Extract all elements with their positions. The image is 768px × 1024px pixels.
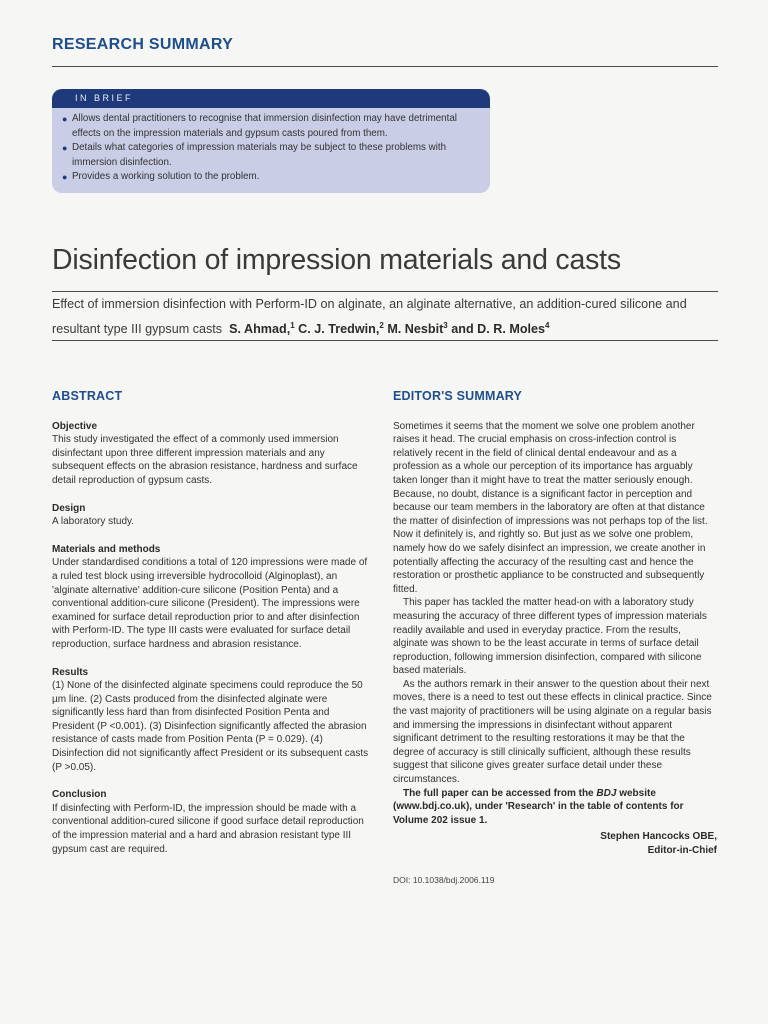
top-divider bbox=[52, 66, 718, 67]
conclusion-section: Conclusion If disinfecting with Perform-ID, the impression should be made with a conventional addition-cured silicone if good surface detail reproduction of the impression material and a hard and abrasion resistant type III gypsum cast are required. bbox=[52, 789, 364, 855]
article-title: Disinfection of impression materials and casts bbox=[52, 244, 621, 276]
full-paper-note: The full paper can be accessed from the BDJ website (www.bdj.co.uk), under 'Research' in the table of contents for Volume 202 issue 1. bbox=[393, 787, 684, 826]
doi-text: DOI: 10.1038/bdj.2006.119 bbox=[393, 874, 495, 885]
bullet-icon: ● bbox=[62, 172, 68, 182]
editors-summary-column bbox=[393, 390, 717, 887]
in-brief-list bbox=[52, 108, 490, 185]
author-list: S. Ahmad,$^1$ C. J. Tredwin,$^2$ M. Nesbit$^3$ and D. R. Moles$^4$ bbox=[229, 321, 550, 337]
list-item: ● Details what categories of impression materials may be subject to these problems with immersion disinfection. bbox=[62, 142, 447, 168]
in-brief-label: IN BRIEF bbox=[52, 89, 490, 108]
section-label: RESEARCH SUMMARY bbox=[52, 36, 234, 53]
abstract-heading: ABSTRACT bbox=[52, 389, 123, 403]
bullet-icon: ● bbox=[62, 143, 68, 153]
editor-signoff: Stephen Hancocks OBE, Editor-in-Chief bbox=[600, 831, 717, 856]
methods-section: Materials and methods Under standardised conditions a total of 120 impressions were made of a ruled test block using irreversible hydrocolloid (Alginoplast), an 'alginate alternative' addition-cure silicone (Position Penta) and a conventional addition-cure silicone (President). The impressions were examined for surface detail reproduction prior to and after disinfection with Perform-ID. The type III casts were evaluated for surface detail reproduction, surface hardness and abrasion resistance. bbox=[52, 543, 368, 650]
list-item: ● Allows dental practitioners to recognise that immersion disinfection may have detrimental effects on the impression materials and gypsum casts poured from them. bbox=[62, 113, 457, 139]
subtitle-divider bbox=[52, 340, 718, 341]
list-item: ● Provides a working solution to the problem. bbox=[62, 170, 478, 185]
summary-paragraph: As the authors remark in their answer to the question about their next moves, there is a need to test out these effects in clinical practice. Since the vast majority of practitioners will be using alginate on a regular basis and immersing the impressions in disinfectant without apparent significant detriment to the resulting restorations it may be that the degree of accuracy is still clinically sufficient, although these results suggest that silicone gives greater surface detail under these circumstances. bbox=[393, 678, 712, 786]
abstract-column bbox=[52, 390, 370, 870]
title-divider bbox=[52, 291, 718, 292]
in-brief-box bbox=[52, 89, 490, 193]
article-subtitle: Effect of immersion disinfection with Perform-ID on alginate, an alginate alternative, an addition-cured silicone and resultant type III gypsum casts S. Ahmad,$^1$ C. J. Tredwin,$^2$ M. Nesbit$^3$ and D. R. Moles$^4$ bbox=[52, 297, 687, 337]
results-section: Results (1) None of the disinfected alginate specimens could reproduce the 50 µm line. (2) Casts produced from the disinfected alginate were significantly less hard than from disinfected Position Penta and President (P <0.001). (3) Disinfection significantly affected the abrasion resistance of casts made from Position Penta (P = 0.029). (4) Disinfection did not significantly affect President or its subsequent casts (P >0.05). bbox=[52, 666, 369, 773]
summary-paragraph: This paper has tackled the matter head-on with a laboratory study measuring the accuracy of three different types of impression materials readily available and used in everyday practice. From the results, alginate was shown to be the least accurate in terms of surface detail reproduction, following immersion disinfection, compared with silicone based materials. bbox=[393, 597, 707, 677]
bullet-icon: ● bbox=[62, 114, 68, 124]
design-section: Design A laboratory study. bbox=[52, 502, 135, 528]
objective-section: Objective This study investigated the effect of a commonly used immersion disinfectant upon three different impression materials and any subsequent effects on the abrasion resistance, hardness and surface detail reproduction of gypsum casts. bbox=[52, 420, 358, 486]
summary-paragraph: Sometimes it seems that the moment we solve one problem another raises it head. The crucial emphasis on cross-infection control is relatively recent in the field of clinical dental endeavour and as a profession as a whole our perception of its importance has arguably taken longer than it might have to treat the matter seriously enough. Because, no doubt, distance is a significant factor in perception and because our team members in the laboratory are often at that distance the matter of disinfection of impressions was not perhaps top of the list. Now it definitely is, and rightly so. But just as we solve one problem, namely how do we safely disinfect an impression, we create another in potentially affecting the accuracy of the resulting cast and hence the restoration or prosthetic appliance to be constructed and subsequently fitted. bbox=[393, 420, 708, 595]
editors-summary-heading: EDITOR'S SUMMARY bbox=[393, 389, 523, 403]
